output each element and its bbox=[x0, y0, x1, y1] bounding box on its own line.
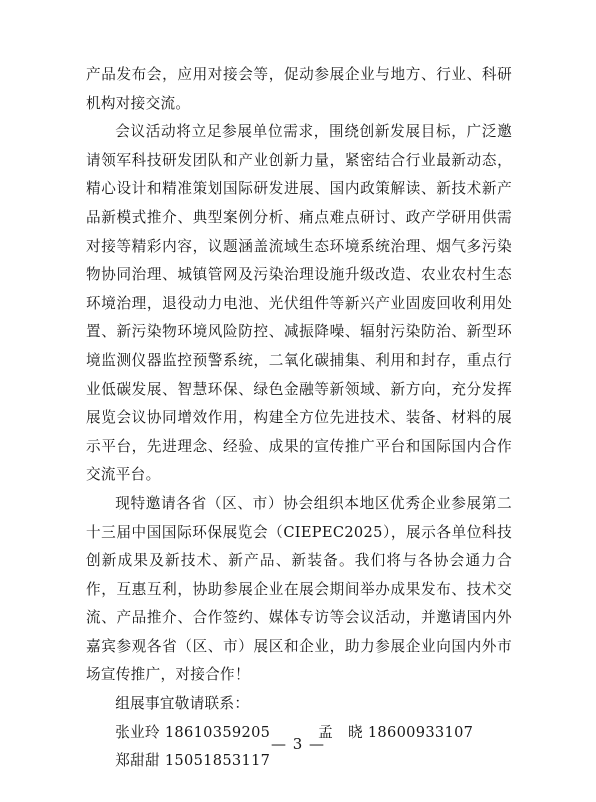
page-number: — 3 — bbox=[270, 735, 326, 753]
paragraph-conference-activities: 会议活动将立足参展单位需求，围绕创新发展目标，广泛邀请领军科技研发团队和产业创新力量，紧密结合行业最新动态，精心设计和精准策划国际研发进展、国内政策解读、新技术新产品新模式推介、典型案例分析、痛点难点研讨、政产学研用供需对接等精彩内容，议题涵盖流域生态环境系统治理、烟气多污染物协同治理、城镇管网及污染治理设施升级改造、农业农村生态环境治理，退役动力电池、光伏组件等新兴产业固废回收利用处置、新污染物环境风险防控、减振降噪、辐射污染防治、新型环境监测仪器监控预警系统，二氧化碳捕集、利用和封存，重点行业低碳发展、智慧环保、绿色金融等新领域、新方向，充分发挥展览会议协同增效作用，构建全方位先进技术、装备、材料的展示平台，先进理念、经验、成果的宣传推广平台和国际国内合作交流平台。 bbox=[86, 123, 512, 484]
paragraph-invitation: 现特邀请各省（区、市）协会组织本地区优秀企业参展第二十三届中国国际环保展览会（CIEPEC2025），展示各单位科技创新成果及新技术、新产品、新装备。我们将与各协会通力合作，互惠互利，协助参展企业在展会期间举办成果发布、技术交流、产品推介、合作签约、媒体专访等会议活动，并邀请国内外嘉宾参观各省（区、市）展区和企业，助力参展企业向国内外市场宣传推广，对接合作！ bbox=[86, 494, 512, 684]
paragraph-continuation: 产品发布会，应用对接会等，促动参展企业与地方、行业、科研机构对接交流。 bbox=[86, 66, 512, 112]
contact-heading: 组展事宜敬请联系： bbox=[115, 695, 250, 713]
contact-name: 郑甜甜 bbox=[115, 752, 160, 770]
document-body bbox=[86, 61, 512, 776]
contact-name: 孟 晓 bbox=[318, 723, 363, 741]
contact-phone: 15051853117 bbox=[164, 752, 271, 770]
contact-phone: 18600933107 bbox=[367, 723, 474, 741]
contact-phone: 18610359205 bbox=[164, 723, 271, 741]
contact-name: 张业玲 bbox=[115, 723, 160, 741]
